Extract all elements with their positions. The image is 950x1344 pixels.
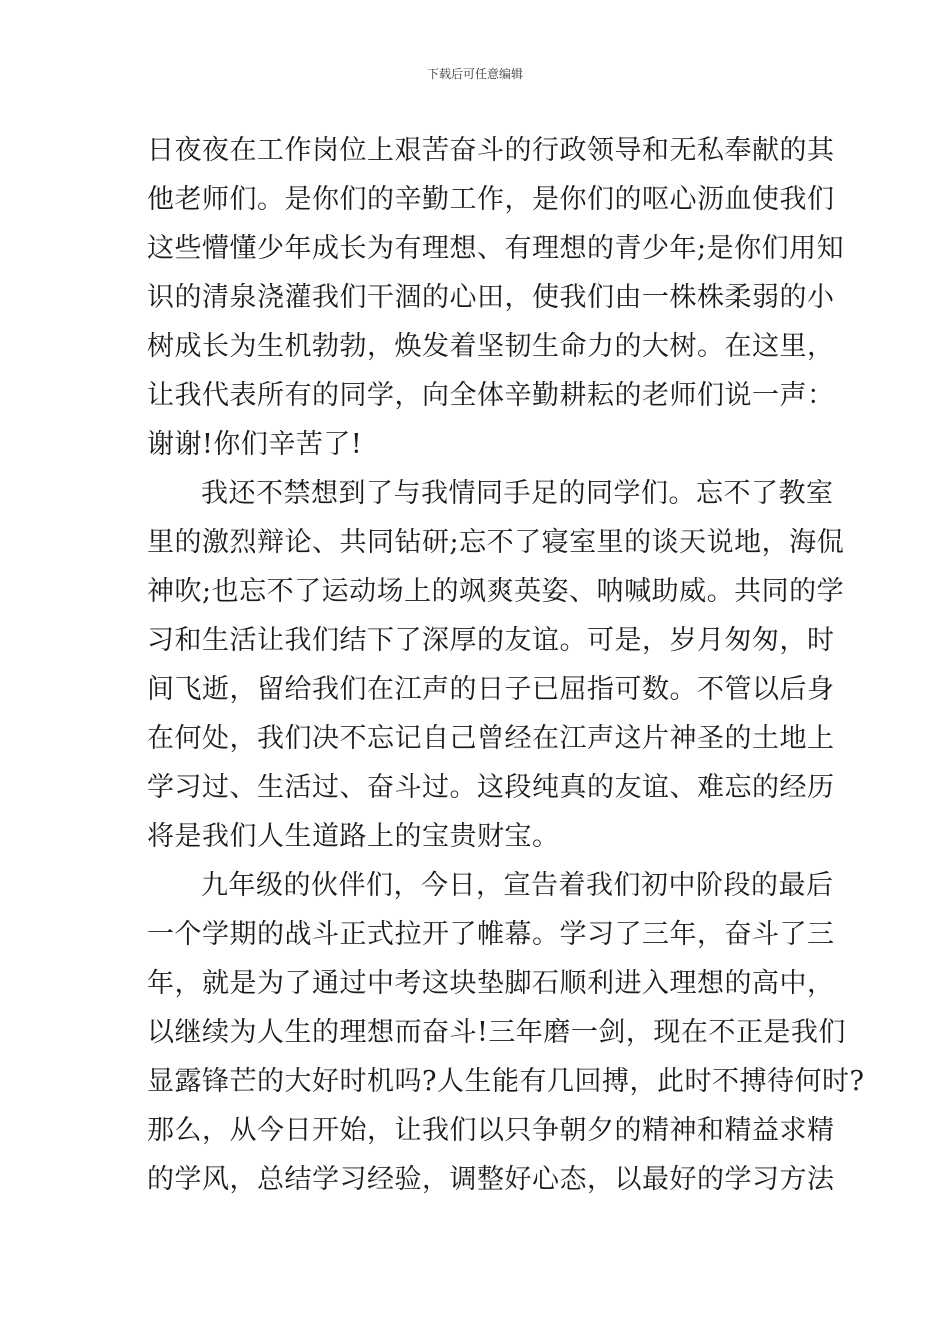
text-line: 日夜夜在工作岗位上艰苦奋斗的行政领导和无私奉献的其 — [147, 135, 835, 166]
text-line: 在何处，我们决不忘记自己曾经在江声这片神圣的土地上 — [147, 723, 835, 754]
text-line: 以继续为人生的理想而奋斗!三年磨一剑，现在不正是我们 — [147, 1017, 846, 1048]
text-line: 谢谢!你们辛苦了! — [147, 429, 363, 460]
paragraph-first-line: 九年级的伙伴们，今日，宣告着我们初中阶段的最后 — [201, 870, 834, 901]
text-line: 将是我们人生道路上的宝贵财宝。 — [147, 821, 560, 852]
text-line: 一个学期的战斗正式拉开了帷幕。学习了三年，奋斗了三 — [147, 919, 835, 950]
text-line: 让我代表所有的同学，向全体辛勤耕耘的老师们说一声： — [147, 380, 835, 411]
text-line: 神吹;也忘不了运动场上的飒爽英姿、呐喊助威。共同的学 — [147, 576, 845, 607]
text-line: 的学风，总结学习经验，调整好心态，以最好的学习方法 — [147, 1164, 835, 1195]
text-line: 习和生活让我们结下了深厚的友谊。可是，岁月匆匆，时 — [147, 625, 835, 656]
text-line: 显露锋芒的大好时机吗?人生能有几回搏，此时不搏待何时? — [147, 1066, 865, 1097]
text-line: 里的激烈辩论、共同钻研;忘不了寝室里的谈天说地，海侃 — [147, 527, 845, 558]
paragraph-first-line: 我还不禁想到了与我情同手足的同学们。忘不了教室 — [201, 478, 834, 509]
text-line: 树成长为生机勃勃，焕发着坚韧生命力的大树。在这里， — [147, 331, 835, 362]
text-line: 年，就是为了通过中考这块垫脚石顺利进入理想的高中， — [147, 968, 835, 999]
document-body — [147, 126, 865, 1204]
text-line: 他老师们。是你们的辛勤工作，是你们的呕心沥血使我们 — [147, 184, 835, 215]
page-header: 下载后可任意编辑 — [426, 67, 523, 81]
text-line: 这些懵懂少年成长为有理想、有理想的青少年;是你们用知 — [147, 233, 845, 264]
text-line: 间飞逝，留给我们在江声的日子已屈指可数。不管以后身 — [147, 674, 835, 705]
text-line: 学习过、生活过、奋斗过。这段纯真的友谊、难忘的经历 — [147, 772, 835, 803]
text-line: 那么，从今日开始，让我们以只争朝夕的精神和精益求精 — [147, 1115, 835, 1146]
text-line: 识的清泉浇灌我们干涸的心田，使我们由一株株柔弱的小 — [147, 282, 835, 313]
